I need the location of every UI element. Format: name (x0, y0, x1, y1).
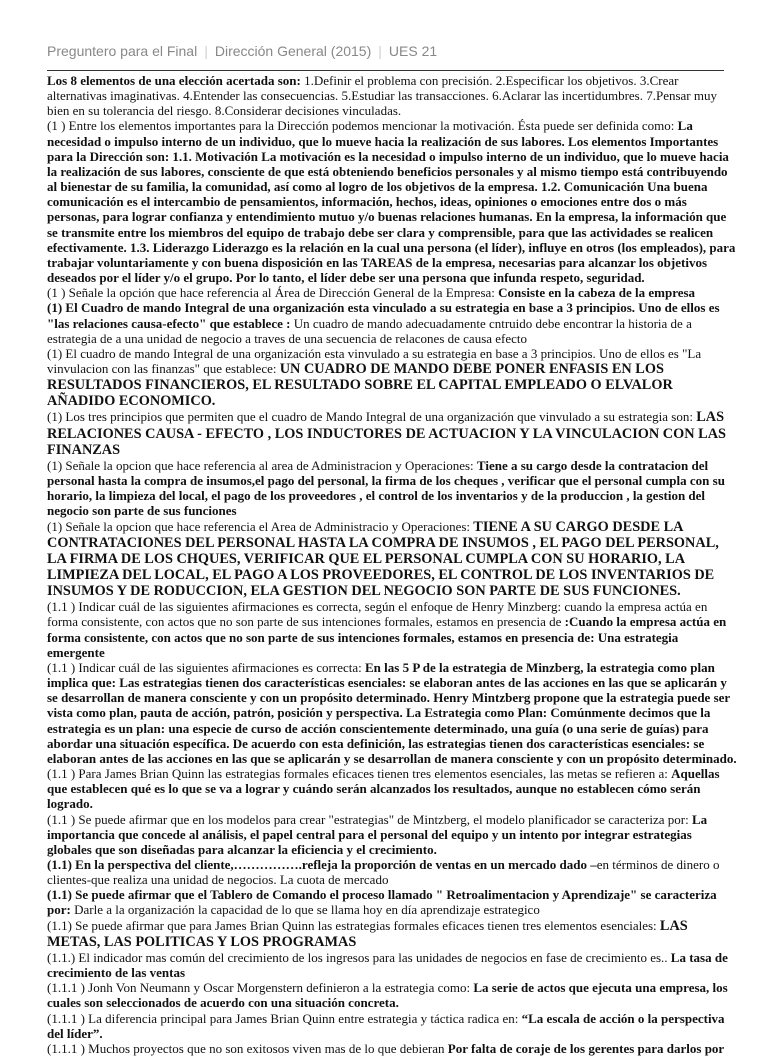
qa-paragraph (47, 599, 737, 660)
qa-paragraph (47, 766, 737, 811)
question-text: (1.1 ) Indicar cuál de las siguientes afirmaciones es correcta, según el enfoque de Henry Minzberg: cuando la empresa actúa en forma consistente, con actos que no son parte de sus intenciones formales, estamos en presencia de (47, 599, 708, 630)
answer-bold: Consiste en la cabeza de la empresa (498, 285, 696, 301)
question-text: (1 ) Entre los elementos importantes para la Dirección podemos mencionar la motivación. Ésta puede ser definida como: (47, 118, 678, 134)
qa-paragraph (47, 73, 737, 118)
question-text: (1.1.1 ) Muchos proyectos que no son exitosos viven mas de lo que debieran (47, 1040, 448, 1056)
document-body (47, 73, 737, 1056)
question-text: (1.1 ) Indicar cuál de las siguientes afirmaciones es correcta: (47, 659, 365, 675)
answer-bold: Por falta de coraje de los gerentes para darlos por (447, 1040, 725, 1056)
qa-paragraph (47, 857, 737, 887)
question-text: (1.1.1 ) Jonh Von Neumann y Oscar Morgenstern definieron a la estrategia como: (47, 980, 474, 996)
question-text: (1) El cuadro de mando Integral de una organización esta vinvulado a su estrategia en base a 3 principios. Uno de ellos es "La vinvulacion con las finanzas" que establece: (47, 345, 702, 376)
answer-text: Darle a la organización la capacidad de lo que se llama hoy en día aprendizaje estrategico (70, 902, 540, 918)
question-text: (1.1.1 ) La diferencia principal para James Brian Quinn entre estrategia y táctica radica en: (47, 1010, 522, 1026)
answer-caps: UN CUADRO DE MANDO DEBE PONER ENFASIS EN LOS RESULTADOS FINANCIEROS, EL RESULTADO SOBRE EL CAPITAL EMPLEADO O ELVALOR AÑADIDO ECONOMICO. (47, 360, 673, 410)
question-text: (1) Señale la opcion que hace referencia al area de Administracion y Operaciones: (47, 457, 477, 473)
answer-bold: La necesidad o impulso interno de un individuo, que lo mueve hacia la realización de sus labores. Los elementos Importantes para la Dirección son: 1.1. Motivación La motivación es la necesidad o impulso interno de un individuo, que lo mueve hacia la realización de sus labores, consciente de que está obteniendo beneficios personales y al mismo tiempo está contribuyendo al bienestar de su familia, la comunidad, así como al logro de los objetivos de la empresa. 1.2. Comunicación Una buena comunicación es el intercambio de pensamientos, información, hechos, ideas, opiniones o emociones entre dos o más personas, para lograr confianza y entendimiento mutuo y/o buenas relaciones humanas. En la empresa, la información que se transmite entre los miembros del equipo de trabajo debe ser clara y comprensible, para que las actividades se realicen efectivamente. 1.3. Liderazgo Liderazgo es la relación en la cual una persona (el líder), influye en otros (los empleados), para trabajar voluntariamente y con buena disposición en las TAREAS de la empresa, necesarias para alcanzar los objetivos deseados por el líder y/o el grupo. Por lo tanto, el líder debe ser una persona que infunda respeto, seguridad. (47, 118, 736, 286)
qa-paragraph (47, 812, 737, 857)
answer-caps: TIENE A SU CARGO DESDE LA CONTRATACIONES DEL PERSONAL HASTA LA COMPRA DE INSUMOS , EL PAGO DEL PERSONAL, LA FIRMA DE LOS CHQUES, VERIFICAR QUE EL PERSONAL CUMPLA CON SU HORARIO, LA LIMPIEZA DEL LOCAL, EL PAGO A LOS PROVEEDORES, EL CONTROL DE LOS INVENTARIOS DE INSUMOS Y DE RODUCCION, ELA GESTION DEL NEGOCIO SON PARTE DE SUS FUNCIONES. (47, 518, 719, 600)
qa-paragraph (47, 660, 737, 766)
question-text: (1 ) Señale la opción que hace referencia al Área de Dirección General de la Empresa: (47, 285, 499, 301)
header-separator: | (378, 43, 382, 59)
question-bold: (1) El Cuadro de mando Integral de una organización esta vinculado a su estrategia en base a 3 principios. Uno de ellos es "las relaciones causa-efecto" que establece : (47, 300, 720, 331)
qa-paragraph (47, 346, 737, 410)
answer-bold: Tiene a su cargo desde la contratacion del personal hasta la compra de insumos,el pago del personal, la firma de los cheques , verificar que el personal cumpla con su horario, la limpieza del local, el pago de los proveedores , el control de los inventarios y de la produccion , la gestion del negocio son parte de sus funciones (47, 457, 725, 519)
answer-caps: LAS METAS, LAS POLITICAS Y LOS PROGRAMAS (47, 917, 688, 950)
answer-caps: LAS RELACIONES CAUSA - EFECTO , LOS INDUCTORES DE ACTUACION Y LA VINCULACION CON LAS FINANZAS (47, 409, 726, 458)
question-bold: (1.1) En la perspectiva del cliente,…………….refleja la proporción de ventas en un mercado dado – (47, 856, 597, 872)
answer-bold: La serie de actos que ejecuta una empresa, los cuales son seleccionados de acuerdo con una situación concreta. (47, 980, 728, 1011)
qa-paragraph (47, 519, 737, 600)
answer-text: en términos de dinero o clientes-que realiza una unidad de negocios. La cuota de mercado (47, 856, 720, 888)
qa-paragraph (47, 1041, 737, 1056)
answer-bold: “La escala de acción o la perspectiva del líder”. (47, 1010, 725, 1041)
question-bold: (1.1) Se puede afirmar que el Tablero de Comando el proceso llamado " Retroalimentacion y Aprendizaje" se caracteriza por: (47, 887, 717, 918)
header-university: UES 21 (388, 43, 438, 59)
answer-text: 1.Definir el problema con precisión. 2.Especificar los objetivos. 3.Crear alternativas imaginativas. 4.Entender las consecuencias. 5.Estudiar las transacciones. 6.Aclarar las incertidumbres. 7.Pensar muy bien en su tolerancia del riesgo. 8.Considerar decisiones vinculadas. (47, 73, 717, 119)
question-text: (1) Señale la opcion que hace referencia el Area de Administracio y Operaciones: (47, 518, 474, 534)
header-title: Preguntero para el Final (47, 43, 198, 59)
question-text: (1.1 ) Se puede afirmar que en los modelos para crear "estrategias" de Mintzberg, el modelo planificador se caracteriza por: (47, 811, 692, 827)
qa-paragraph (47, 409, 737, 457)
qa-paragraph (47, 887, 737, 917)
qa-paragraph (47, 300, 737, 345)
question-text: (1) Los tres principios que permiten que el cuadro de Mando Integral de una organización que vinvulado a su estrategia son: (47, 409, 697, 425)
header-subject: Dirección General (2015) (214, 43, 372, 59)
answer-bold: La importancia que concede al análisis, el papel central para el personal del equipo y un intento por integrar estrategias globales que son diseñadas para alcanzar la eficiencia y el crecimiento. (47, 811, 708, 857)
question-text: (1.1 ) Para James Brian Quinn las estrategias formales eficaces tienen tres elementos esenciales, las metas se refieren a: (47, 766, 672, 782)
header-rule (47, 70, 724, 71)
answer-bold: La tasa de crecimiento de las ventas (47, 949, 728, 981)
answer-bold: En las 5 P de la estrategia de Minzberg, la estrategia como plan implica que: Las estrategias tienen dos características esenciales: se elaboran antes de las acciones en las que se aplicarán y se desarrollan de manera consciente y con un propósito determinado. Henry Mintzberg propone que la estrategia puede ser vista como plan, pauta de acción, patrón, posición y perspectiva. La Estrategia como Plan: Comúnmente decimos que la estrategia es un plan: una especie de curso de acción conscientemente determinado, una guía (o una serie de guías) para abordar una situación específica. De acuerdo con esta definición, las estrategias tienen dos características esenciales: se elaboran antes de las acciones en las que se aplicarán y se desarrollan de manera consciente y con un propósito determinado. (47, 659, 737, 766)
answer-bold: :Cuando la empresa actúa en forma consistente, con actos que no son parte de sus intenciones formales, estamos en presencia de: Una estrategia emergente (47, 614, 727, 660)
qa-paragraph (47, 980, 737, 1010)
qa-paragraph (47, 118, 737, 285)
question-text: (1.1) Se puede afirmar que para James Brian Quinn las estrategias formales eficaces tienen tres elementos esenciales: (47, 917, 660, 933)
qa-paragraph (47, 285, 737, 300)
question-text: (1.1.) El indicador mas común del crecimiento de los ingresos para las unidades de negocios en fase de crecimiento es.. (47, 949, 671, 965)
qa-paragraph (47, 918, 737, 950)
header-separator: | (204, 43, 208, 59)
answer-text: Un cuadro de mando adecuadamente cntruido debe encontrar la historia de a estrategia de a una unidad de negocio a traves de una secuencia de relacones de causa efecto (47, 315, 692, 346)
qa-paragraph (47, 458, 737, 519)
qa-paragraph (47, 950, 737, 980)
qa-paragraph (47, 1011, 737, 1041)
answer-bold: Aquellas que establecen qué es lo que se va a lograr y cuándo serán alcanzados los resultados, aunque no establecen cómo serán logrado. (47, 766, 720, 812)
question-bold: Los 8 elementos de una elección acertada son: (47, 73, 301, 88)
document-header (47, 43, 437, 59)
